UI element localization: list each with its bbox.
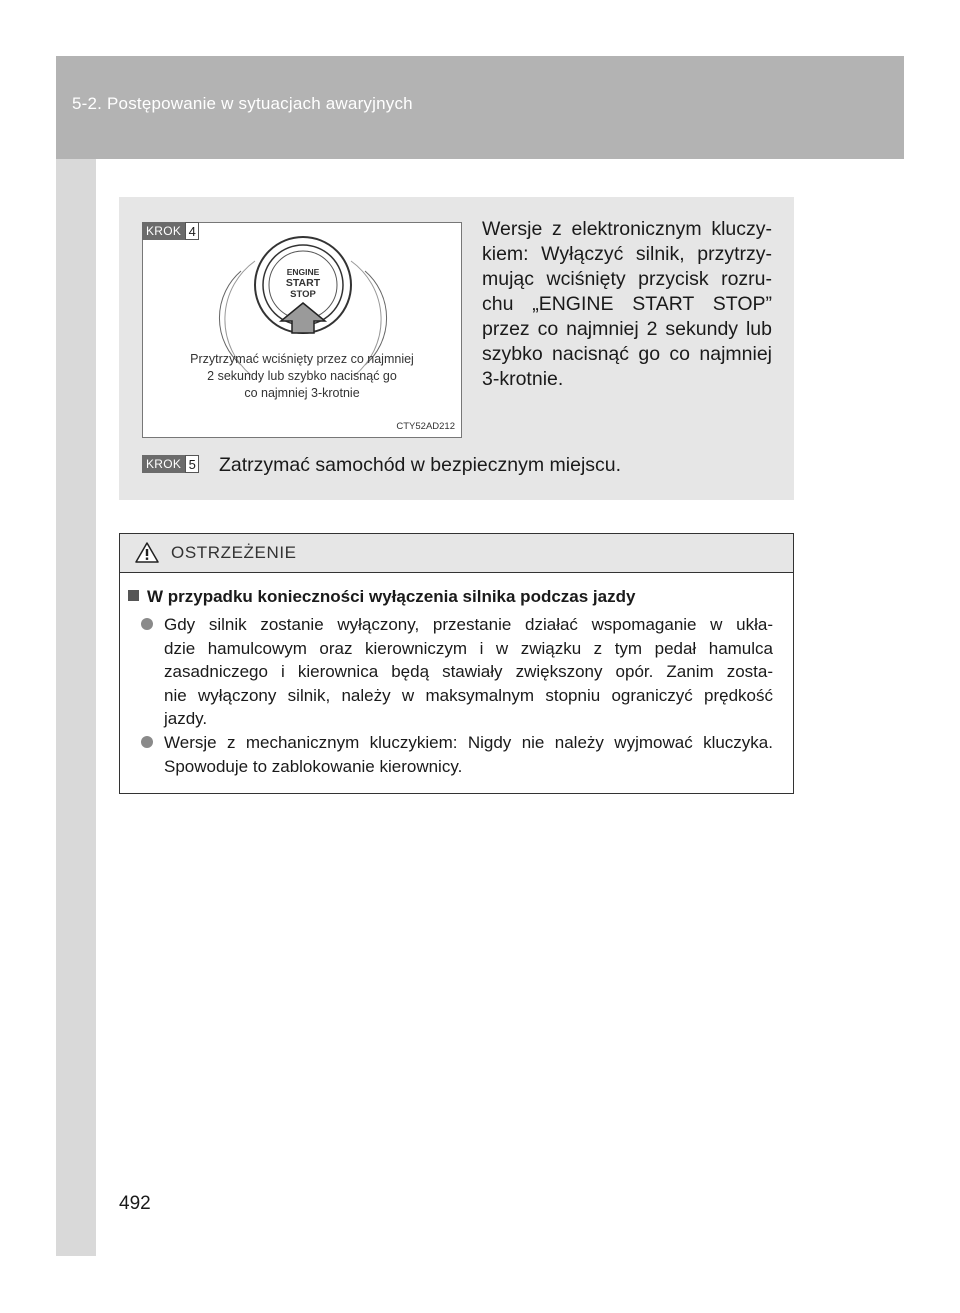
bullet-line: dzie hamulcowym oraz kierowniczym i w związku z tym pedał hamulca (164, 638, 773, 658)
warning-header (120, 534, 793, 573)
step5-badge (142, 455, 199, 473)
step4-line: kiem: Wyłączyć silnik, przytrzy- (482, 243, 772, 265)
warning-heading (128, 587, 635, 607)
square-bullet-icon (128, 590, 139, 601)
caption-line: Przytrzymać wciśnięty przez co najmniej (190, 352, 414, 366)
step4-instruction (482, 217, 772, 392)
bullet-dot-icon (141, 618, 153, 630)
bullet-line: jazdy. (164, 709, 208, 728)
section-header (56, 56, 904, 159)
bullet-line: zasadniczego i kierownica będą stawiały zwiększony opór. Zanim zosta- (164, 662, 773, 681)
steps-panel (119, 197, 794, 500)
warning-box (119, 533, 794, 794)
step5-instruction: Zatrzymać samochód w bezpiecznym miejscu. (219, 454, 622, 476)
side-margin-bar (56, 159, 96, 1256)
engine-start-button-illustration (143, 223, 463, 439)
warning-title: OSTRZEŻENIE (171, 543, 297, 562)
button-label-engine: ENGINE (286, 267, 320, 277)
section-title: 5-2. Postępowanie w sytuacjach awaryjnych (72, 94, 413, 113)
step5-badge-word: KROK (142, 455, 185, 473)
caption-line: 2 sekundy lub szybko nacisnąć go (207, 369, 397, 383)
step4-line: przez co najmniej 2 sekundy lub (482, 318, 772, 340)
page-number: 492 (119, 1193, 151, 1214)
caption-line: co najmniej 3-krotnie (244, 386, 360, 400)
button-label-start: START (285, 277, 321, 289)
step4-line: chu „ENGINE START STOP” (482, 293, 772, 315)
bullet-dot-icon (141, 736, 153, 748)
step4-badge-word: KROK (142, 222, 185, 240)
warning-bullet (141, 731, 773, 778)
bullet-line: Spowoduje to zablokowanie kierownicy. (164, 756, 463, 776)
bullet-line: Wersje z mechanicznym kluczykiem: Nigdy nie należy wyjmować kluczyka. (164, 733, 773, 752)
step4-badge-number: 4 (185, 222, 199, 240)
step4-line: 3-krotnie. (482, 368, 564, 390)
button-label-stop: STOP (290, 289, 316, 300)
warning-triangle-icon (135, 542, 159, 563)
figure-code: CTY52AD212 (396, 421, 455, 432)
warning-bullet (141, 613, 773, 731)
step4-line: mując wciśnięty przycisk rozru- (482, 268, 772, 290)
figure-caption (143, 351, 461, 402)
step5-badge-number: 5 (185, 455, 199, 473)
step4-line: Wersje z elektronicznym kluczy- (482, 218, 772, 240)
bullet-line: Gdy silnik zostanie wyłączony, przestanie działać wspomaganie w ukła- (164, 615, 773, 634)
step4-line: szybko nacisnąć go co najmniej (482, 343, 772, 365)
step4-badge (142, 222, 199, 240)
warning-heading-text: W przypadku konieczności wyłączenia silnika podczas jazdy (147, 587, 636, 606)
engine-button-figure (142, 222, 462, 438)
bullet-line: nie wyłączony silnik, należy w maksymalnym stopniu ograniczyć prędkość (164, 685, 773, 705)
